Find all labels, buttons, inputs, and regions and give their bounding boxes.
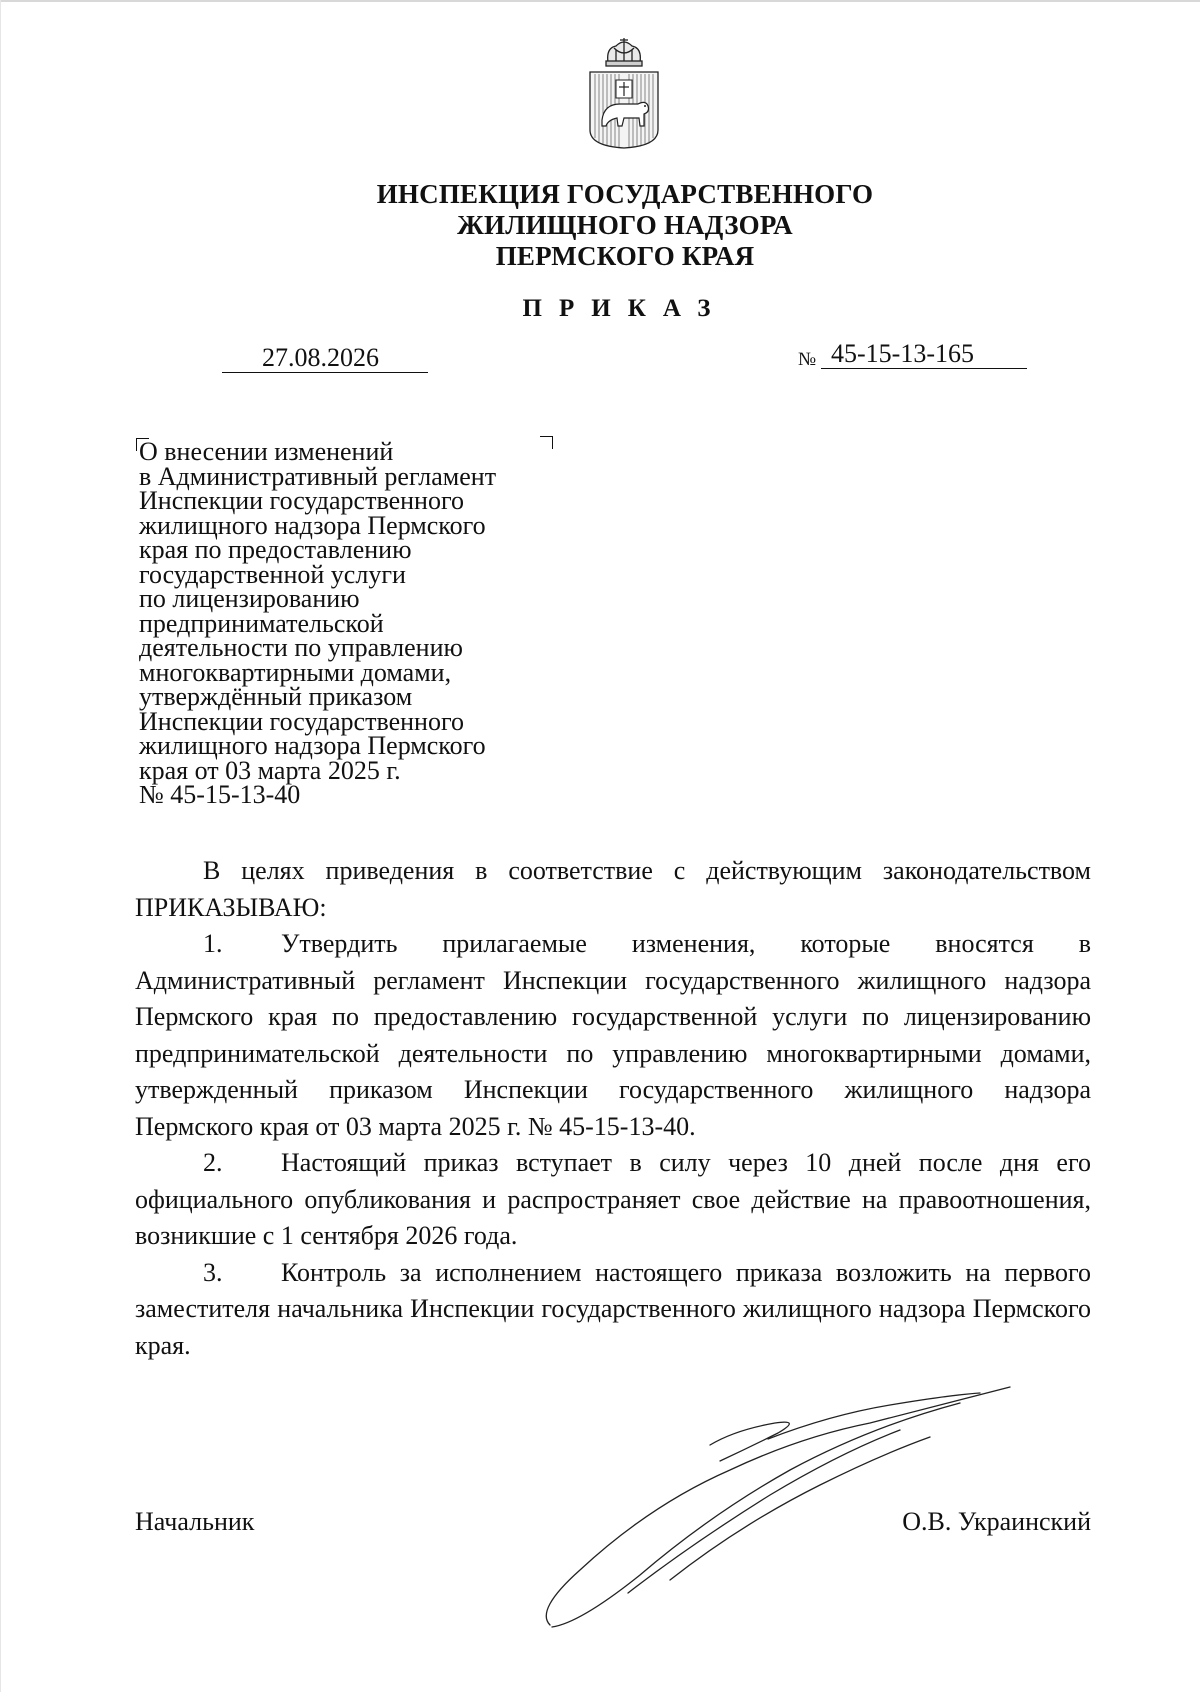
signatory-name: О.В. Украинский [902,1507,1091,1536]
signatory-role: Начальник [135,1507,255,1536]
number-sign: № [798,349,817,370]
organization-name-line: ПЕРМСКОГО КРАЯ [495,241,755,271]
order-body [135,853,1091,1364]
subject-block [139,437,559,809]
organization-name-line: ИНСПЕКЦИЯ ГОСУДАРСТВЕННОГО [376,179,874,209]
order-item-number: 3. [203,1257,223,1287]
organization-name [300,179,950,272]
order-item-number: 2. [203,1148,223,1177]
order-item-text: Утвердить прилагаемые изменения, которые вносятся в Административный регламент Инспекции государственного жилищного надзора Пермского края по предоставлению государственной услуги по лицензированию предпринимательской деятельности по управлению многоквартирными домами, утвержденный приказом Инспекции государственного жилищного надзора Пермского края от 03 марта 2025 г. № 45-15-13-40. [135,929,1091,1141]
subject-line: деятельности по управлению [139,633,463,662]
subject-line: по лицензированию [139,584,360,613]
subject-line: № 45-15-13-40 [139,780,301,809]
subject-line: края от 03 марта 2025 г. [139,755,401,785]
date-field [222,344,428,373]
number-field [821,340,1027,369]
subject-line: края по предоставлению [139,535,412,564]
order-date: 27.08.2026 [262,343,379,372]
scan-edge [0,0,1,1692]
subject-line: жилищного надзора Пермского [139,510,486,540]
document-type-title: ПРИКАЗ [522,295,728,322]
subject-line: О внесении изменений [139,437,394,466]
subject-line: Инспекции государственного [139,486,464,515]
order-item-text: Контроль за исполнением настоящего приказа возложить на первого заместителя начальника Инспекции государственного жилищного надзора Пермского края. [135,1257,1091,1360]
subject-line: государственной услуги [139,559,406,589]
subject-line: многоквартирными домами, [139,657,452,687]
intro-paragraph: В целях приведения в соответствие с действующим законодательством ПРИКАЗЫВАЮ: [135,856,1091,922]
subject-line: утверждённый приказом [139,682,413,711]
order-item [135,926,1091,1145]
organization-name-line: ЖИЛИЩНОГО НАДЗОРА [457,210,793,240]
order-item-number: 1. [203,929,223,958]
order-item-text: Настоящий приказ вступает в силу через 10 дней после дня его официального опубликования и распространяет свое действие на правоотношения, возникшие с 1 сентября 2026 года. [135,1148,1091,1250]
perm-krai-coat-of-arms-icon [586,34,662,150]
subject-line: жилищного надзора Пермского [139,731,486,760]
subject-line: в Административный регламент [139,461,497,491]
subject-line: предпринимательской [139,608,384,638]
order-number: 45-15-13-165 [831,339,974,368]
scan-edge [0,0,1200,2]
subject-line: Инспекции государственного [139,706,464,736]
order-item [135,1145,1091,1255]
order-item [135,1255,1091,1365]
